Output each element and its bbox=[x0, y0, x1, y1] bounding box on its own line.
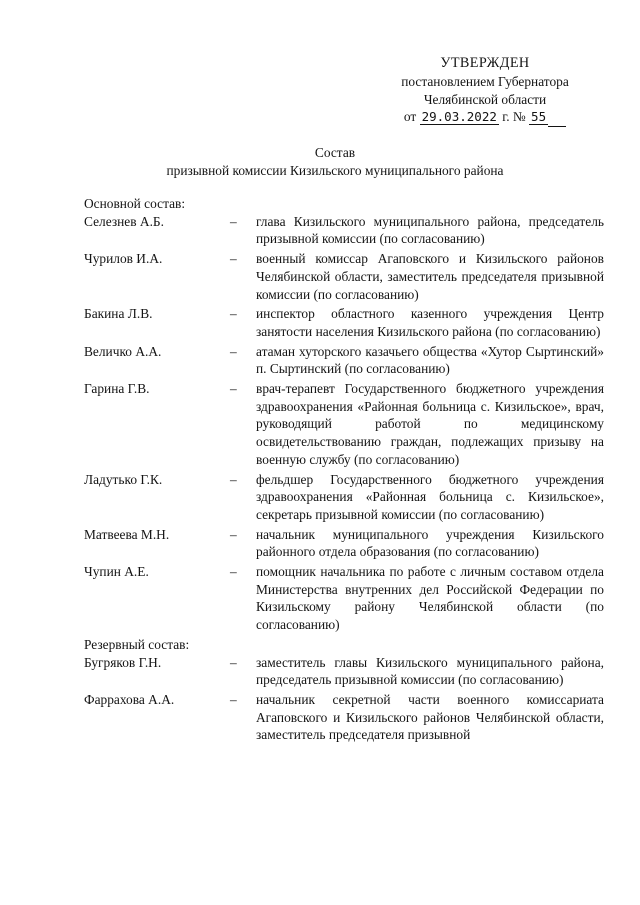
member-row bbox=[84, 654, 604, 689]
member-role: заместитель главы Кизильского муниципального района, председатель призывной комиссии (по согласованию) bbox=[256, 654, 604, 688]
member-row bbox=[84, 380, 604, 469]
member-name: Гарина Г.В. bbox=[84, 381, 150, 397]
member-dash: – bbox=[230, 691, 237, 707]
member-name: Величко А.А. bbox=[84, 343, 162, 359]
member-dash: – bbox=[230, 526, 237, 542]
member-name: Чупин А.Е. bbox=[84, 564, 149, 580]
member-role: атаман хуторского казачьего общества «Хутор Сыртинский» п. Сыртинский (по согласованию) bbox=[256, 343, 604, 377]
member-role: врач-терапевт Государственного бюджетного учреждения здравоохранения «Районная больница с. Кизильское», врач, руководящий работой по медицинскому освидетельствованию граждан, подлежащих призыву на военную службу (по согласованию) bbox=[256, 381, 604, 467]
member-row bbox=[84, 250, 604, 303]
member-row bbox=[84, 691, 604, 744]
member-dash: – bbox=[230, 213, 237, 229]
approval-title: УТВЕРЖДЕН bbox=[440, 55, 530, 71]
member-row bbox=[84, 213, 604, 248]
member-role: помощник начальника по работе с личным составом отдела Министерства внутренних дел Российской Федерации по Кизильскому району Челябинской области (по согласованию) bbox=[256, 564, 604, 633]
member-role: инспектор областного казенного учреждения Центр занятости населения Кизильского района (по согласованию) bbox=[256, 306, 604, 339]
member-row bbox=[84, 343, 604, 378]
member-name: Фаррахова А.А. bbox=[84, 691, 175, 707]
approval-date-prefix: от bbox=[403, 109, 417, 125]
member-name: Ладутько Г.К. bbox=[84, 471, 163, 487]
member-dash: – bbox=[230, 381, 237, 397]
member-dash: – bbox=[230, 471, 237, 487]
member-row bbox=[84, 471, 604, 524]
approval-number-blank bbox=[548, 108, 566, 127]
section-title: Резервный состав: bbox=[84, 636, 190, 652]
approval-date-line bbox=[380, 108, 590, 127]
member-row bbox=[84, 305, 604, 340]
approval-line-2: Челябинской области bbox=[423, 91, 547, 107]
member-dash: – bbox=[230, 251, 237, 267]
member-name: Матвеева М.Н. bbox=[84, 526, 170, 542]
member-role: военный комиссар Агаповского и Кизильского районов Челябинской области, заместитель председателя призывной комиссии (по согласованию) bbox=[256, 251, 604, 302]
member-row bbox=[84, 526, 604, 561]
commission-list bbox=[84, 195, 604, 746]
approval-number-value: 55 bbox=[531, 109, 547, 125]
heading-subtitle: призывной комиссии Кизильского муниципального района bbox=[166, 163, 504, 178]
approval-number-label: г. № bbox=[502, 109, 526, 125]
document-heading bbox=[0, 144, 640, 180]
approval-stamp bbox=[380, 54, 590, 127]
member-name: Бугряков Г.Н. bbox=[84, 654, 162, 670]
member-name: Селезнев А.Б. bbox=[84, 213, 164, 229]
member-dash: – bbox=[230, 564, 237, 580]
section-title: Основной состав: bbox=[84, 196, 186, 211]
member-role: глава Кизильского муниципального района, председатель призывной комиссии (по согласованию) bbox=[256, 213, 604, 247]
member-name: Чурилов И.А. bbox=[84, 251, 163, 267]
member-role: начальник муниципального учреждения Кизильского районного отдела образования (по согласованию) bbox=[256, 526, 604, 560]
member-dash: – bbox=[230, 343, 237, 359]
member-dash: – bbox=[230, 306, 237, 322]
member-name: Бакина Л.В. bbox=[84, 306, 153, 322]
member-row bbox=[84, 563, 604, 634]
approval-date-value: 29.03.2022 bbox=[421, 109, 497, 125]
approval-line-1: постановлением Губернатора bbox=[401, 74, 569, 89]
member-role: фельдшер Государственного бюджетного учреждения здравоохранения «Районная больница с. Кизильское», секретарь призывной комиссии (по согласованию) bbox=[256, 471, 604, 522]
heading-title: Состав bbox=[314, 145, 356, 160]
member-dash: – bbox=[230, 654, 237, 670]
member-role: начальник секретной части военного комиссариата Агаповского и Кизильского районов Челябинской области, заместитель председателя призывной bbox=[256, 691, 604, 743]
